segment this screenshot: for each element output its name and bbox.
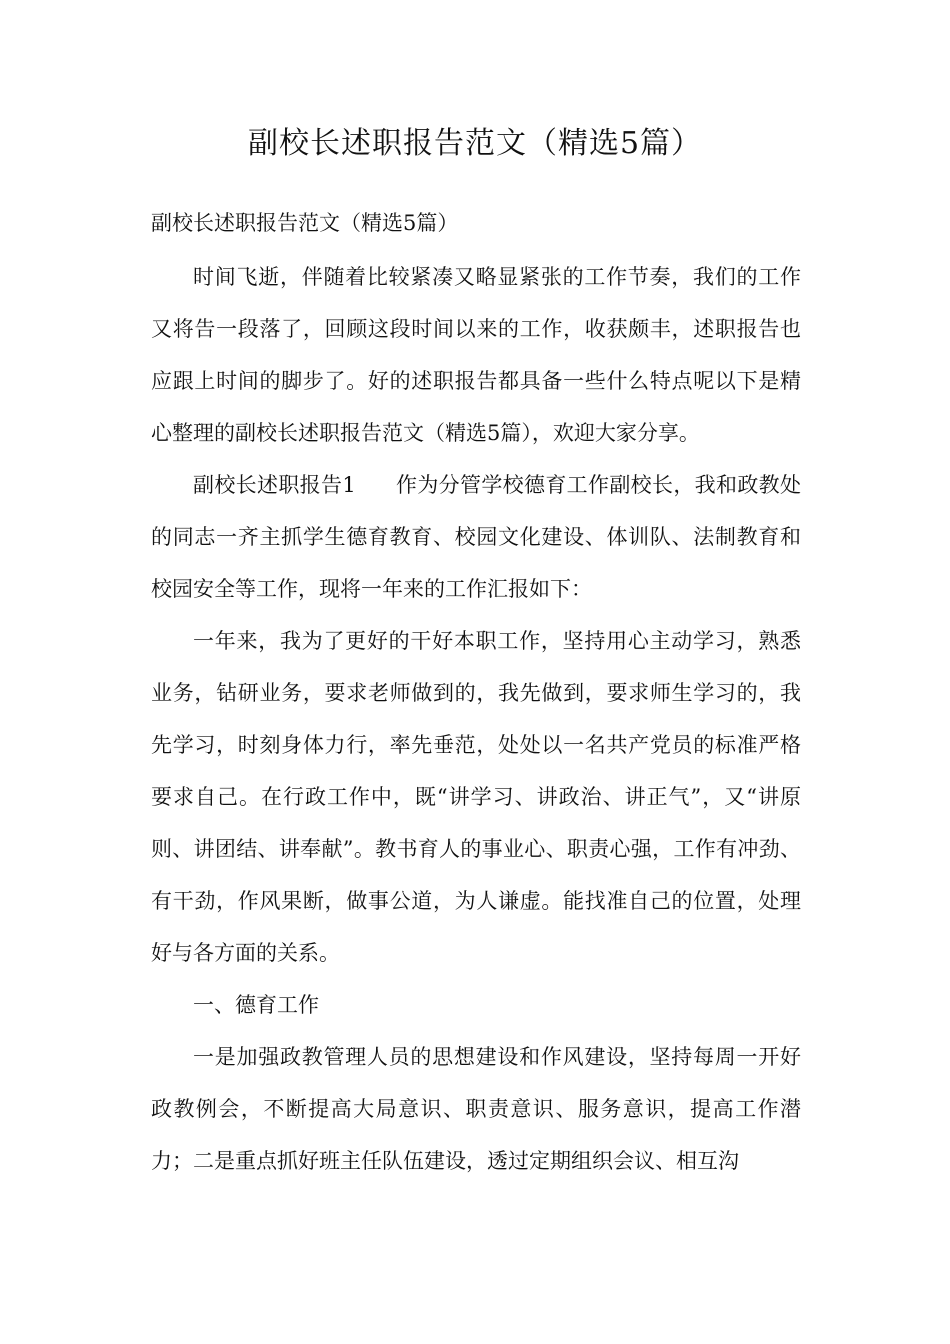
year-summary-paragraph: 一年来，我为了更好的干好本职工作，坚持用心主动学习，熟悉业务，钻研业务，要求老师做到的，我先做到，要求师生学习的，我先学习，时刻身体力行，率先垂范，处处以一名共产党员的标准严格要求自己。在行政工作中，既“讲学习、讲政治、讲正气”，又“讲原则、讲团结、讲奉献”。教书育人的事业心、职责心强，工作有冲劲、有干劲，作风果断，做事公道，为人谦虚。能找准自己的位置，处理好与各方面的关系。 xyxy=(151,629,801,965)
intro-paragraph: 时间飞逝，伴随着比较紧凑又略显紧张的工作节奏，我们的工作又将告一段落了，回顾这段时间以来的工作，收获颇丰，述职报告也应跟上时间的脚步了。好的述职报告都具备一些什么特点呢以下是精心整理的副校长述职报告范文（精选5篇），欢迎大家分享。 xyxy=(151,265,801,445)
document-title: 副校长述职报告范文（精选5篇） xyxy=(247,126,703,161)
moral-work-paragraph: 一是加强政教管理人员的思想建设和作风建设，坚持每周一开好政教例会，不断提高大局意识、职责意识、服务意识，提高工作潜力；二是重点抓好班主任队伍建设，透过定期组织会议、相互沟 xyxy=(151,1045,801,1173)
section-heading-moral: 一、德育工作 xyxy=(193,993,319,1017)
report1-opening: 作为分管学校德育工作副校长，我和政教处的同志一齐主抓学生德育教育、校园文化建设、体训队、法制教育和校园安全等工作，现将一年来的工作汇报如下： xyxy=(151,473,801,601)
report1-paragraph xyxy=(151,459,801,615)
report1-label: 副校长述职报告1 xyxy=(193,473,356,497)
document-subtitle: 副校长述职报告范文（精选5篇） xyxy=(151,211,459,235)
document-body xyxy=(151,197,801,1187)
